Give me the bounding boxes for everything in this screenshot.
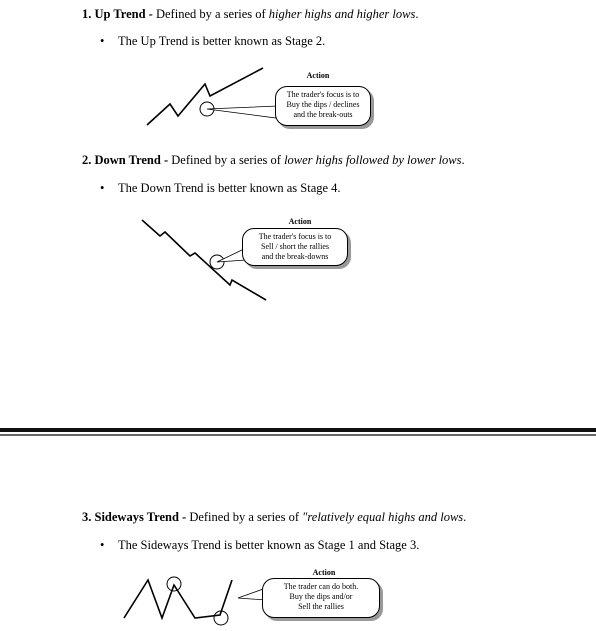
- sideways-trend-line: [124, 580, 232, 618]
- bullet-icon: •: [100, 181, 105, 195]
- up-trend-callout-pointer: [207, 106, 278, 118]
- section-1-bullet-text: The Up Trend is better known as Stage 2.: [118, 34, 326, 48]
- section-1-action-line-1: The trader's focus is to: [286, 90, 360, 99]
- section-3-action-bubble: [262, 578, 380, 618]
- section-1-desc-suffix: .: [415, 7, 419, 21]
- section-2-action-bubble: [242, 228, 348, 266]
- section-3-desc-italic: "relatively equal highs and lows: [302, 510, 464, 524]
- up-trend-line: [147, 68, 263, 125]
- section-3-desc-suffix: .: [463, 510, 467, 524]
- section-2-desc-italic: lower highs followed by lower lows: [284, 153, 462, 167]
- section-2-action-line-2: Sell / short the rallies: [261, 242, 329, 251]
- section-1-action-line-2: Buy the dips / declines: [286, 100, 360, 109]
- section-3-action-line-1: The trader can do both.: [283, 582, 359, 591]
- section-1-desc-italic: higher highs and higher lows: [268, 7, 416, 21]
- section-1-action-line-3: and the break-outs: [293, 110, 353, 119]
- section-2-bullet-text: The Down Trend is better known as Stage 4.: [118, 181, 341, 195]
- section-3-bullet-text: The Sideways Trend is better known as Stage 1 and Stage 3.: [118, 538, 420, 552]
- bullet-icon: •: [100, 538, 105, 552]
- section-3-title: 3. Sideways Trend -: [82, 510, 187, 524]
- section-3-action-line-3: Sell the rallies: [298, 602, 344, 611]
- section-2-action-title: Action: [288, 217, 312, 226]
- section-3-action-title: Action: [312, 568, 336, 577]
- section-1-title: 1. Up Trend -: [82, 7, 153, 21]
- bullet-icon: •: [100, 34, 105, 48]
- section-1-action-bubble: [275, 86, 371, 126]
- section-2-action-line-1: The trader's focus is to: [258, 232, 332, 241]
- section-2-title: 2. Down Trend -: [82, 153, 169, 167]
- section-3-desc-prefix: Defined by a series of: [189, 510, 303, 524]
- section-2-desc-suffix: .: [461, 153, 465, 167]
- section-3-action-line-2: Buy the dips and/or: [289, 592, 353, 601]
- section-1-desc-prefix: Defined by a series of: [155, 7, 269, 21]
- section-2-desc-prefix: Defined by a series of: [171, 153, 285, 167]
- section-1-action-title: Action: [306, 71, 330, 80]
- section-2-action-line-3: and the break-downs: [261, 252, 329, 261]
